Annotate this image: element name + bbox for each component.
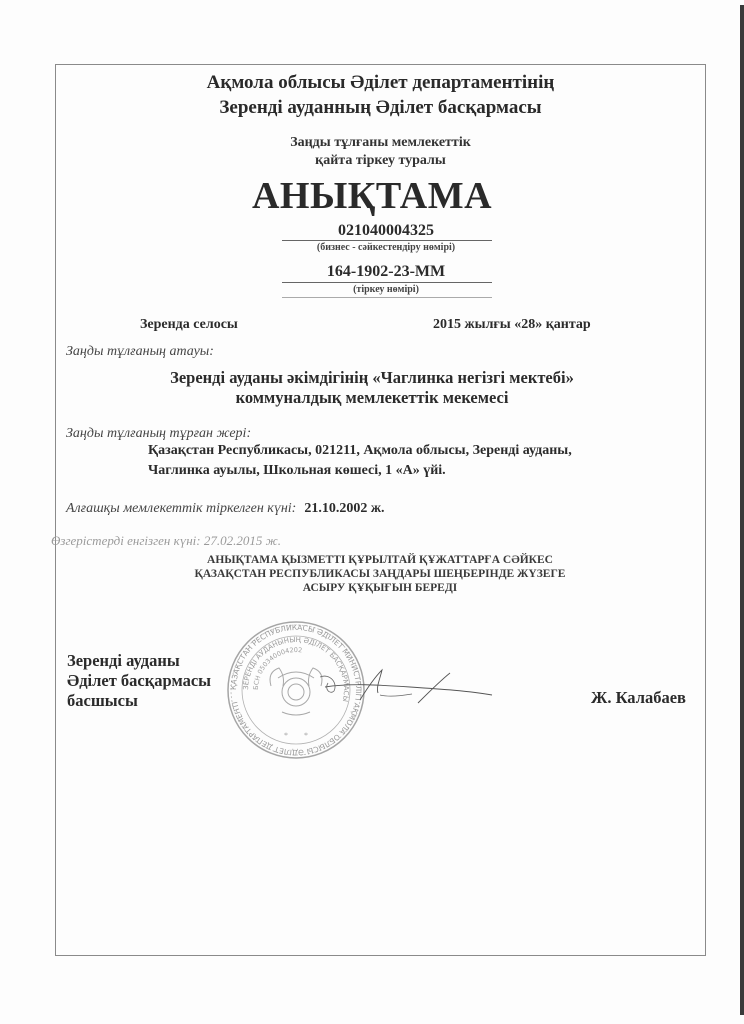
- notice-line-3: АСЫРУ ҚҰҚЫҒЫН БЕРЕДІ: [302, 582, 458, 594]
- initial-registration-label: Алғашқы мемлекеттік тіркелген күні:: [66, 501, 297, 516]
- entity-name-line-2: коммуналдық мемлекеттік мекемесі: [235, 388, 509, 407]
- signatory-name: Ж. Калабаев: [591, 688, 686, 707]
- issue-date: 2015 жылғы «28» қантар: [433, 317, 591, 332]
- signatory-title-line-2: Әділет басқармасы: [67, 671, 212, 690]
- changes-date: 27.02.2015 ж.: [203, 533, 281, 548]
- notice-line-2: ҚАЗАҚСТАН РЕСПУБЛИКАСЫ ЗАҢДАРЫ ШЕҢБЕРІНДЕ ЖҮЗЕГЕ: [194, 568, 566, 580]
- document-subtitle: [55, 134, 706, 170]
- signatory-title-line-3: басшысы: [67, 691, 138, 710]
- handwritten-signature: [320, 665, 495, 705]
- registration-caption-underline: [282, 297, 492, 298]
- registration-underline: [282, 282, 492, 283]
- notice-line-1: АНЫҚТАМА ҚЫЗМЕТТІ ҚҰРЫЛТАЙ ҚҰЖАТТАРҒА СӘЙКЕС: [207, 554, 553, 566]
- changes-label: Өзгерістерді енгізген күні:: [51, 533, 201, 548]
- location-line-1: Қазақстан Республикасы, 021211, Ақмола облысы, Зеренді ауданы,: [148, 443, 572, 458]
- registration-caption: (тіркеу нөмірі): [353, 284, 419, 295]
- entity-name: [0, 368, 744, 408]
- location-label: Заңды тұлғаның тұрған жері:: [66, 426, 252, 441]
- seal-bin-text: БСН 050340004202: [251, 645, 303, 691]
- seal-inner-text: ЗЕРЕНДІ АУДАНЫНЫҢ ӘДІЛЕТ БАСҚАРМАСЫ: [241, 635, 351, 703]
- entity-name-label: Заңды тұлғаның атауы:: [66, 344, 214, 359]
- initial-registration: [66, 499, 385, 517]
- scan-edge: [740, 5, 744, 1015]
- issue-place: Зеренда селосы: [140, 317, 238, 332]
- initial-registration-date: 21.10.2002 ж.: [304, 501, 385, 516]
- issuer-line-1: Ақмола облысы Әділет департаментінің: [206, 72, 555, 93]
- location-address: [148, 441, 572, 481]
- signatory-title: [67, 651, 211, 711]
- entity-name-line-1: Зеренді ауданы әкімдігінің «Чаглинка негізгі мектебі»: [170, 368, 574, 387]
- subtitle-line-1: Заңды тұлғаны мемлекеттік: [290, 135, 471, 150]
- location-line-2: Чаглинка ауылы, Школьная көшесі, 1 «А» үйі.: [148, 463, 446, 478]
- document-title: АНЫҚТАМА: [251, 175, 493, 217]
- subtitle-line-2: қайта тіркеу туралы: [315, 153, 446, 168]
- issuer-line-2: Зеренді ауданның Әділет басқармасы: [219, 97, 542, 118]
- issuer-header: [55, 70, 706, 120]
- seal-star-left: *: [284, 731, 288, 740]
- seal-star-right: *: [304, 731, 308, 740]
- changes-date-line: [51, 533, 281, 549]
- coat-of-arms-emblem: [270, 668, 322, 715]
- bin-value: 021040004325: [338, 222, 434, 239]
- registration-number: 164-1902-23-ММ: [326, 263, 446, 280]
- bin-underline: [282, 240, 492, 241]
- bin-caption: (бизнес - сәйкестендіру нөмірі): [316, 242, 456, 253]
- seal-outer-text: ҚАЗАҚСТАН РЕСПУБЛИКАСЫ ӘДІЛЕТ МИНИСТРЛІГІ АҚМОЛА ОБЛЫСЫ ӘДІЛЕТ ДЕПАРТАМЕНТІ: [228, 622, 364, 758]
- rights-notice: [190, 553, 570, 595]
- signatory-title-line-1: Зеренді ауданы: [67, 651, 180, 670]
